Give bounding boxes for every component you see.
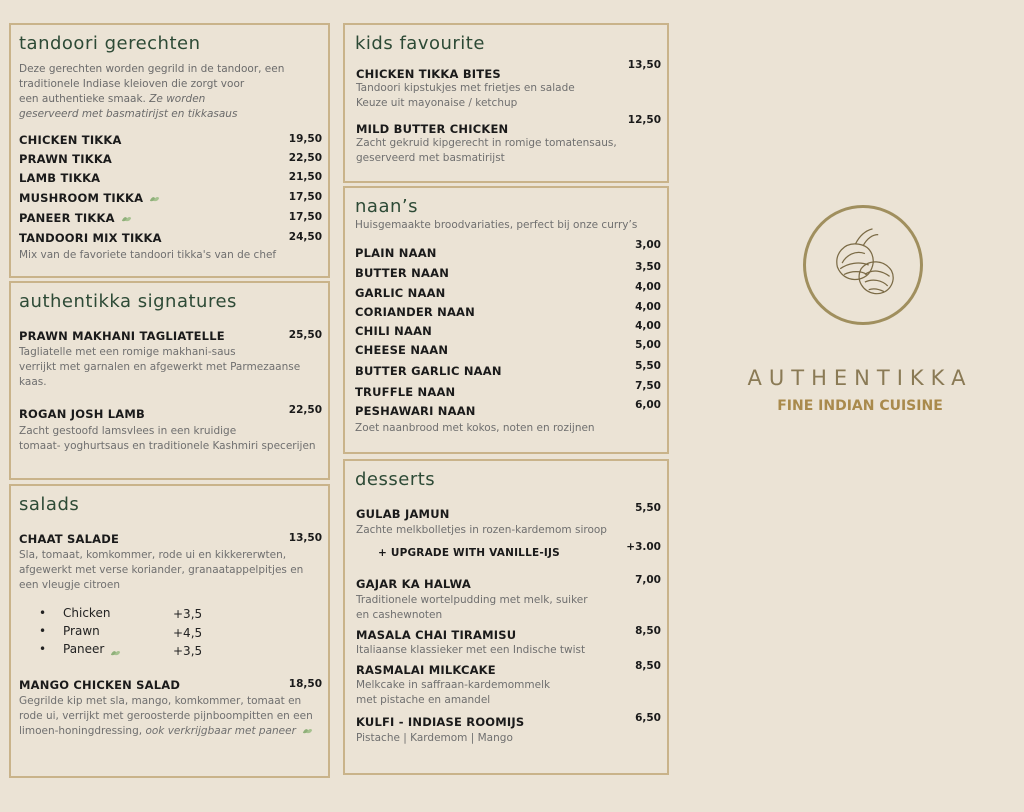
description-line: tomaat- yoghurtsaus en traditionele Kashmiri specerijen [19, 440, 316, 452]
menu-item-name: GAJAR KA HALWA [356, 577, 472, 591]
menu-item-price: 8,50 [635, 660, 661, 672]
menu-item-price: 18,50 [288, 678, 322, 690]
menu-item-name: CHAAT SALADE [19, 532, 120, 546]
description-line: geserveerd met basmatirijst [356, 152, 505, 164]
brand-name: AUTHENTIKKA [747, 366, 973, 390]
naans-panel [343, 186, 669, 454]
description-line: kaas. [19, 376, 47, 388]
menu-item-name: CHICKEN TIKKA [19, 133, 122, 147]
option-price: +3,5 [173, 644, 203, 658]
section-title: naan’s [355, 196, 418, 217]
menu-item-name: MANGO CHICKEN SALAD [19, 678, 181, 692]
section-title: salads [19, 494, 80, 515]
intro-italic: Ze worden [149, 93, 206, 105]
menu-item-name: CHILI NAAN [355, 324, 433, 338]
menu-item-name: TANDOORI MIX TIKKA [19, 231, 162, 245]
vegetarian-leaf-icon [110, 649, 121, 657]
menu-item-name: LAMB TIKKA [19, 171, 101, 185]
intro-line: Deze gerechten worden gegrild in de tandoor, een [19, 63, 285, 75]
vegetarian-leaf-icon [121, 215, 132, 223]
salads-panel [9, 484, 330, 778]
section-title: tandoori gerechten [19, 33, 201, 54]
menu-item-row [19, 191, 160, 205]
menu-item-description: Zoet naanbrood met kokos, noten en rozijnen [355, 422, 595, 434]
section-title: kids favourite [355, 33, 485, 54]
description-line: Keuze uit mayonaise / ketchup [356, 97, 518, 109]
menu-item-price: 12,50 [627, 114, 661, 126]
vegetarian-leaf-icon [302, 727, 313, 735]
signatures-panel [9, 281, 330, 480]
menu-item-price: 22,50 [288, 404, 322, 416]
menu-item-name: CHEESE NAAN [355, 343, 449, 357]
menu-item-description: Mix van de favoriete tandoori tikka's van de chef [19, 249, 277, 261]
menu-item-price: 17,50 [288, 191, 322, 203]
intro-line [19, 92, 324, 107]
list-bullet: • [39, 642, 47, 656]
menu-item-price: 4,00 [635, 301, 661, 313]
description-text: limoen-honingdressing, [19, 725, 146, 737]
menu-item-price: 21,50 [288, 171, 322, 183]
menu-item-description [356, 593, 588, 623]
menu-item-price: 17,50 [288, 211, 322, 223]
menu-item-price: 6,50 [635, 712, 661, 724]
menu-item-name: PRAWN TIKKA [19, 152, 113, 166]
cardamom-pod-icon [806, 208, 920, 322]
menu-item-price: 13,50 [627, 59, 661, 71]
intro-line: traditionele Indiase kleioven die zorgt voor [19, 78, 245, 90]
menu-item-name: GARLIC NAAN [355, 286, 446, 300]
menu-item-price: 5,00 [635, 339, 661, 351]
menu-item-price: 8,50 [635, 625, 661, 637]
menu-item-name: MILD BUTTER CHICKEN [356, 122, 509, 136]
menu-item-name: PANEER TIKKA [19, 211, 115, 225]
section-intro [19, 62, 324, 122]
intro-line: geserveerd met basmatirijst en tikkasaus [19, 108, 238, 120]
description-line: met pistache en amandel [356, 694, 491, 706]
menu-item-price: 13,50 [288, 532, 322, 544]
menu-item-price: 7,00 [635, 574, 661, 586]
menu-item-name: RASMALAI MILKCAKE [356, 663, 496, 677]
description-line: rode ui, verrijkt met geroosterde pijnboompitten en een [19, 710, 313, 722]
menu-item-price: 4,00 [635, 281, 661, 293]
menu-item-price: 25,50 [288, 329, 322, 341]
menu-item-price: 6,00 [635, 399, 661, 411]
menu-item-name: PESHAWARI NAAN [355, 404, 476, 418]
menu-item-name: BUTTER NAAN [355, 266, 450, 280]
option-name: Paneer [63, 642, 105, 656]
menu-item-price: 22,50 [288, 152, 322, 164]
menu-item-row [19, 211, 132, 225]
description-line: Gegrilde kip met sla, mango, komkommer, tomaat en [19, 695, 302, 707]
upgrade-price: +3.00 [626, 541, 661, 553]
upgrade-option: + UPGRADE WITH VANILLE-IJS [378, 547, 560, 559]
description-italic: ook verkrijgbaar met paneer [145, 725, 296, 737]
menu-item-price: 3,00 [635, 239, 661, 251]
vegetarian-leaf-icon [149, 195, 160, 203]
menu-item-price: 5,50 [635, 360, 661, 372]
menu-item-price: 7,50 [635, 380, 661, 392]
menu-item-price: 4,00 [635, 320, 661, 332]
menu-item-description [356, 678, 550, 708]
menu-item-name: MUSHROOM TIKKA [19, 191, 144, 205]
menu-item-description [356, 136, 617, 166]
description-line: een vleugje citroen [19, 579, 120, 591]
menu-item-price: 3,50 [635, 261, 661, 273]
description-line: Tandoori kipstukjes met frietjes en salade [356, 82, 575, 94]
menu-item-name: GULAB JAMUN [356, 507, 450, 521]
menu-item-description: Italiaanse klassieker met een Indische twist [356, 644, 586, 656]
kids-panel [343, 23, 669, 183]
menu-item-name: ROGAN JOSH LAMB [19, 407, 146, 421]
menu-item-description [356, 81, 575, 111]
tandoori-panel [9, 23, 330, 278]
option-name: Prawn [63, 624, 100, 638]
menu-item-name: CORIANDER NAAN [355, 305, 475, 319]
menu-item-description [19, 548, 303, 593]
description-line: en cashewnoten [356, 609, 443, 621]
list-bullet: • [39, 606, 47, 620]
option-price: +4,5 [173, 626, 203, 640]
menu-item-name: TRUFFLE NAAN [355, 385, 456, 399]
description-line: Traditionele wortelpudding met melk, suiker [356, 594, 588, 606]
description-line: verrijkt met garnalen en afgewerkt met Parmezaanse [19, 361, 301, 373]
menu-item-name: MASALA CHAI TIRAMISU [356, 628, 517, 642]
menu-item-description [19, 694, 319, 739]
brand-logo [803, 205, 923, 325]
menu-item-name: PRAWN MAKHANI TAGLIATELLE [19, 329, 225, 343]
desserts-panel [343, 459, 669, 775]
intro-text: een authentieke smaak. [19, 93, 150, 105]
option-price: +3,5 [173, 607, 203, 621]
description-line: Tagliatelle met een romige makhani-saus [19, 346, 236, 358]
section-title: desserts [355, 469, 436, 490]
menu-item-description: Zachte melkbolletjes in rozen-kardemom siroop [356, 524, 607, 536]
option-name: Chicken [63, 606, 111, 620]
menu-item-price: 24,50 [288, 231, 322, 243]
description-line: Sla, tomaat, komkommer, rode ui en kikkererwten, [19, 549, 287, 561]
menu-item-price: 19,50 [288, 133, 322, 145]
section-intro: Huisgemaakte broodvariaties, perfect bij onze curry’s [355, 219, 638, 231]
menu-item-name: CHICKEN TIKKA BITES [356, 67, 501, 81]
menu-item-price: 5,50 [635, 502, 661, 514]
menu-item-description [19, 424, 316, 454]
menu-item-description: Pistache | Kardemom | Mango [356, 732, 513, 744]
list-bullet: • [39, 624, 47, 638]
section-title: authentikka signatures [19, 291, 237, 312]
description-line: Melkcake in saffraan-kardemommelk [356, 679, 551, 691]
menu-item-name: BUTTER GARLIC NAAN [355, 364, 502, 378]
brand-tagline: FINE INDIAN CUISINE [777, 398, 943, 414]
menu-item-name: KULFI - INDIASE ROOMIJS [356, 715, 525, 729]
menu-item-name: PLAIN NAAN [355, 246, 437, 260]
description-line [19, 724, 319, 739]
description-line: afgewerkt met verse koriander, granaatappelpitjes en [19, 564, 304, 576]
option-row [63, 642, 121, 657]
menu-item-description [19, 345, 300, 390]
description-line: Zacht gekruid kipgerecht in romige tomatensaus, [356, 137, 617, 149]
description-line: Zacht gestoofd lamsvlees in een kruidige [19, 425, 237, 437]
